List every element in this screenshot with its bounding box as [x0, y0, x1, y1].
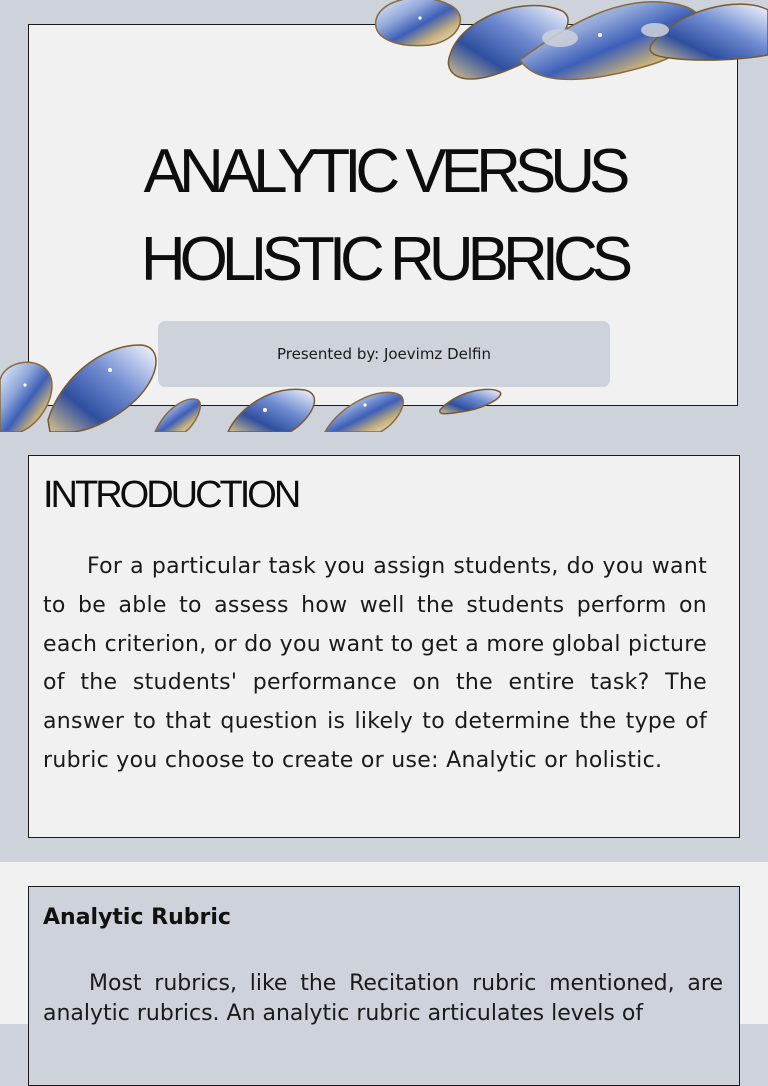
analytic-rubric-section — [0, 862, 768, 1024]
presenter-text: Presented by: Joevimz Delfin — [277, 345, 491, 363]
presenter-badge — [158, 321, 610, 387]
analytic-rubric-body: Most rubrics, like the Recitation rubric mentioned, are analytic rubrics. An analytic rubric articulates levels of — [43, 971, 723, 1026]
analytic-rubric-card — [28, 886, 740, 1086]
title-line-1: ANALYTIC VERSUS — [143, 137, 625, 206]
introduction-body: For a particular task you assign students, do you want to be able to assess how well the students perform on each criterion, or do you want to get a more global picture of the students' performance on the entire task? The answer to that question is likely to determine the type of rubric you choose to create or use: Analytic or holistic. — [43, 554, 707, 773]
introduction-card — [28, 455, 740, 838]
analytic-rubric-heading: Analytic Rubric — [43, 905, 231, 930]
introduction-section — [0, 432, 768, 862]
title-line-2: HOLISTIC RUBRICS — [140, 225, 628, 294]
page-title — [0, 128, 768, 304]
introduction-heading: INTRODUCTION — [43, 474, 299, 516]
cover-section — [0, 0, 768, 432]
